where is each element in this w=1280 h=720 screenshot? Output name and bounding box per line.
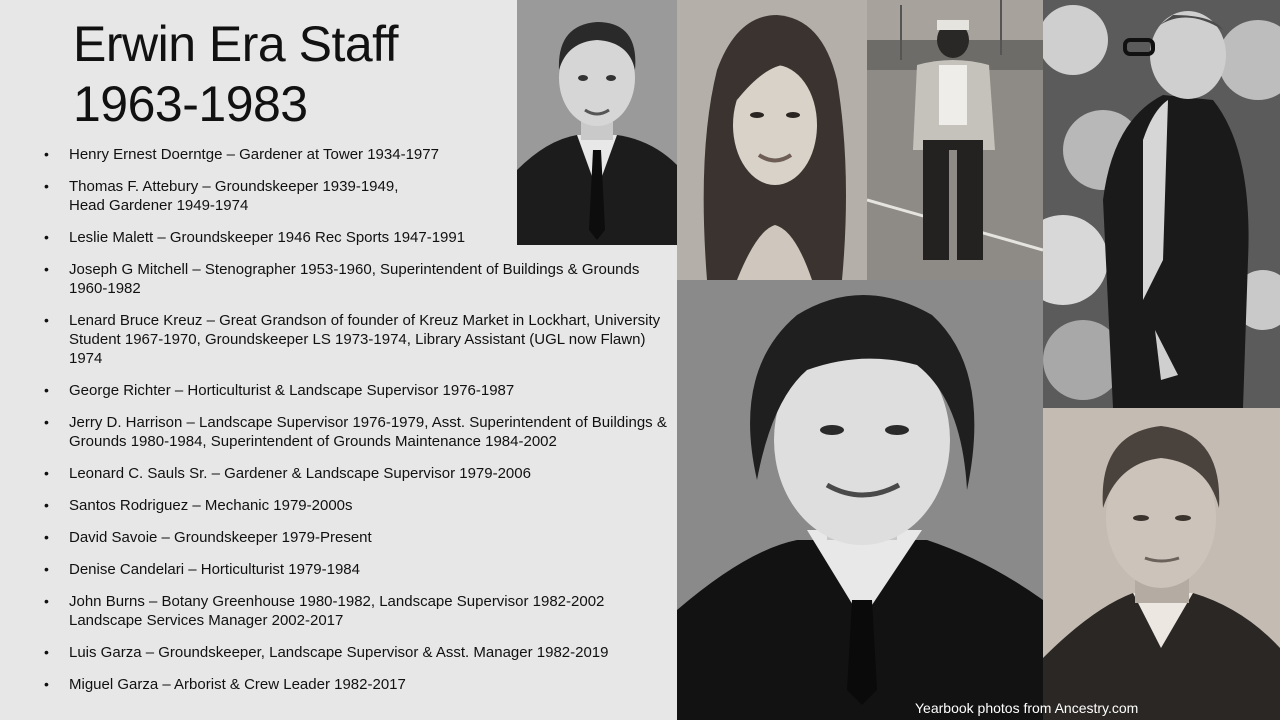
list-item-text: David Savoie – Groundskeeper 1979-Present [69,529,372,546]
title-line-2: 1963-1983 [73,76,308,132]
list-item-text: George Richter – Horticulturist & Landscape Supervisor 1976-1987 [69,382,515,399]
list-item-text: John Burns – Botany Greenhouse 1980-1982, Landscape Supervisor 1982-2002 Landscape Services Manager 2002-2017 [69,593,605,629]
list-item-text: Miguel Garza – Arborist & Crew Leader 1982-2017 [69,676,406,693]
man-profile-glasses-icon [1043,0,1280,408]
list-item [42,260,672,298]
list-item [42,675,672,694]
list-item [42,413,672,451]
list-item [42,381,672,400]
list-item-text: Henry Ernest Doerntge – Gardener at Tower 1934-1977 [69,146,439,163]
photo-young-man [677,280,1043,720]
list-item-text: Santos Rodriguez – Mechanic 1979-2000s [69,497,353,514]
list-item-text: Jerry D. Harrison – Landscape Supervisor 1976-1979, Asst. Superintendent of Buildings & Grounds 1980-1984, Superintendent of Grounds Maintenance 1984-2002 [69,414,667,450]
photo-standing-man [867,0,1043,280]
list-item-text: Thomas F. Attebury – Groundskeeper 1939-1949, Head Gardener 1949-1974 [69,178,399,214]
photo-man-profile [1043,0,1280,408]
list-item-text: Lenard Bruce Kreuz – Great Grandson of founder of Kreuz Market in Lockhart, University Student 1967-1970, Groundskeeper LS 1973-1974, Library Assistant (UGL now Flawn) 1974 [69,312,661,367]
list-item-text: Luis Garza – Groundskeeper, Landscape Supervisor & Asst. Manager 1982-2019 [69,644,609,661]
portrait-woman-long-hair-icon [677,0,867,280]
list-item-text: Joseph G Mitchell – Stenographer 1953-1960, Superintendent of Buildings & Grounds 1960-1982 [69,261,640,297]
list-item [42,560,672,579]
list-item-text: Leonard C. Sauls Sr. – Gardener & Landscape Supervisor 1979-2006 [69,465,531,482]
list-item [42,528,672,547]
photo-man-portrait [1043,408,1280,720]
title-line-1: Erwin Era Staff [73,16,399,72]
standing-man-cap-icon [867,0,1043,280]
list-item [42,643,672,662]
list-item [42,592,672,630]
list-item [42,464,672,483]
portrait-man-suit-icon [517,0,677,245]
list-item-text: Denise Candelari – Horticulturist 1979-1984 [69,561,360,578]
portrait-young-man-icon [677,280,1043,720]
slide-title [73,14,398,134]
portrait-man-icon [1043,408,1280,720]
photo-man-in-suit [517,0,677,245]
list-item [42,311,672,368]
photo-credit: Yearbook photos from Ancestry.com [915,700,1139,716]
list-item [42,496,672,515]
list-item-text: Leslie Malett – Groundskeeper 1946 Rec Sports 1947-1991 [69,229,466,246]
photo-woman-long-hair [677,0,867,280]
